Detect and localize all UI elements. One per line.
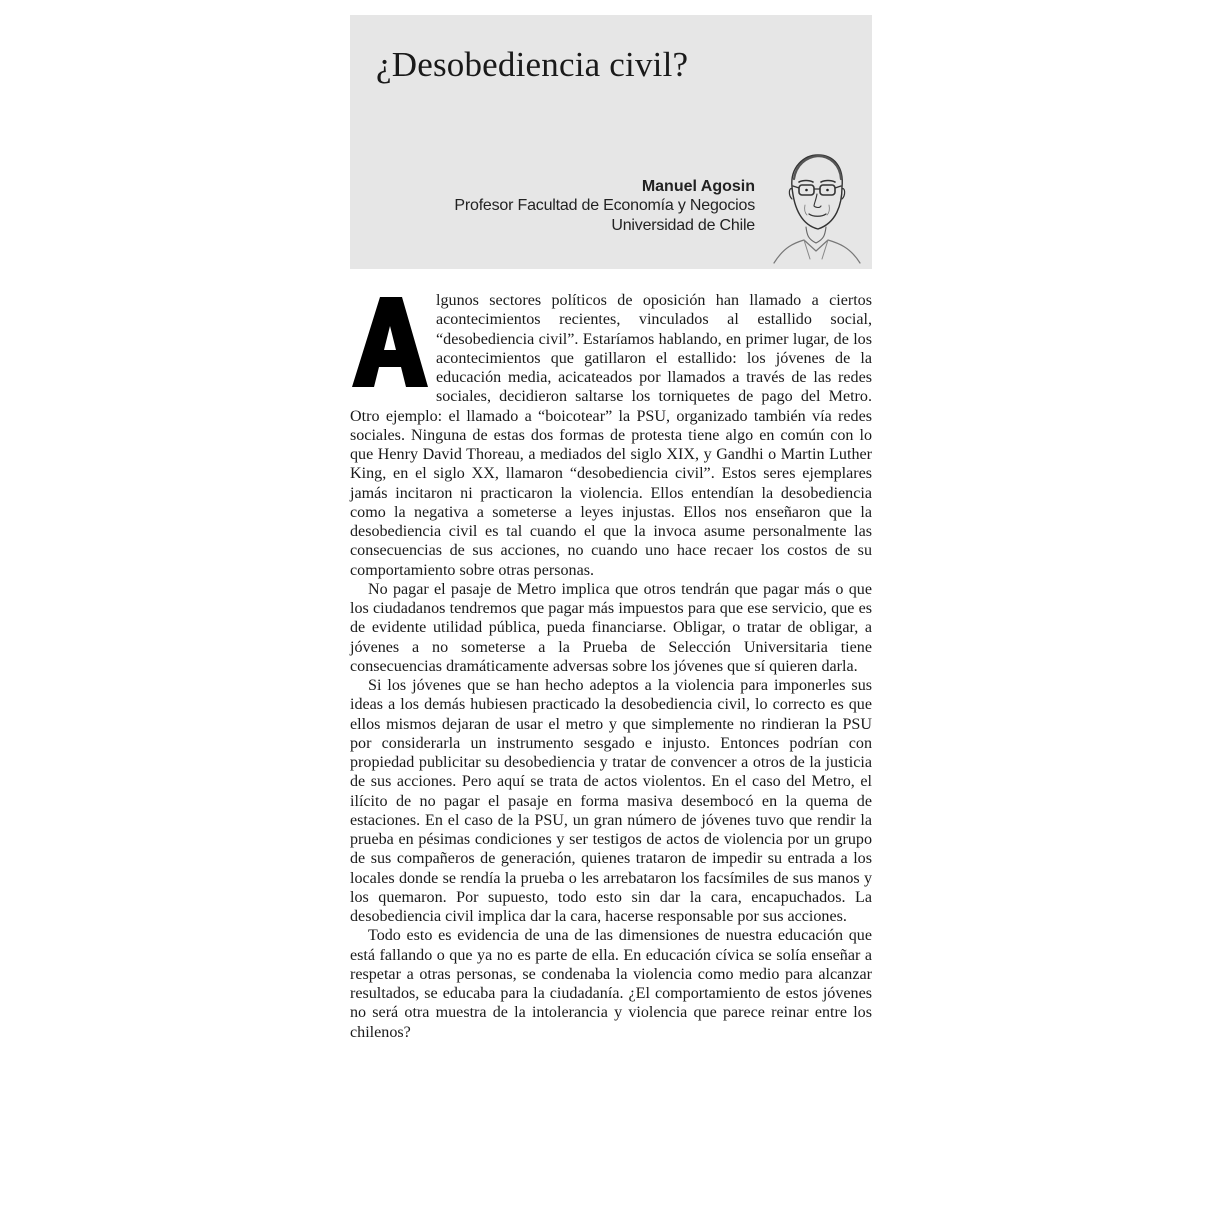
author-institution: Universidad de Chile xyxy=(611,217,755,234)
article-header xyxy=(350,15,872,269)
article-headline: ¿Desobediencia civil? xyxy=(376,45,689,84)
author-name: Manuel Agosin xyxy=(641,178,755,195)
paragraph-2: No pagar el pasaje de Metro implica que otros tendrán que pagar más o que los ciudadanos tendremos que pagar más impuestos para que ese servicio, que es de evidente utilidad pública, pueda financiarse. Obligar, o tratar de obligar, a jóvenes a no someterse a la Prueba de Selección Universitaria tiene consecuencias dramáticamente adversas sobre los jóvenes que sí quieren darla. xyxy=(350,580,872,675)
paragraph-3: Si los jóvenes que se han hecho adeptos a la violencia para imponerles sus ideas a los demás hubiesen practicado la desobediencia civil, lo correcto es que ellos mismos dejaran de usar el metro y que simplemente no rindieran la PSU por considerarla un instrumento sesgado e injusto. Entonces podrían con propiedad publicitar su desobediencia y tratar de convencer a otros de la justicia de sus acciones. Pero aquí se trata de actos violentos. En el caso del Metro, el ilícito de no pagar el pasaje en forma masiva desembocó en la quema de estaciones. En el caso de la PSU, un gran número de jóvenes tuvo que rendir la prueba en pésimas condiciones y ser testigos de actos de violencia por un grupo de sus compañeros de generación, quienes trataron de impedir su entrada a los locales donde se rendía la prueba o les arrebataron los facsímiles de sus manos y los quemaron. Por supuesto, todo esto sin dar la cara, encapuchados. La desobediencia civil implica dar la cara, hacerse responsable por sus acciones. xyxy=(350,677,872,925)
byline xyxy=(454,177,755,236)
opinion-article xyxy=(350,15,872,1042)
article-body xyxy=(350,291,872,1042)
drop-cap xyxy=(350,295,430,389)
paragraph-1-text: lgunos sectores políticos de oposición han llamado a ciertos acontecimientos recientes, vinculados al estallido social, “desobediencia civil”. Estaríamos hablando, en primer lugar, de los acontecimientos que gatillaron el estallido: los jóvenes de la educación media, acicateados por llamados a través de las redes sociales, decidieron saltarse los torniquetes de pago del Metro. Otro ejemplo: el llamado a “boicotear” la PSU, organizado también vía redes sociales. Ninguna de estas dos formas de protesta tiene algo en común con lo que Henry David Thoreau, a mediados del siglo XIX, y Gandhi o Martin Luther King, en el siglo XX, llamaron “desobediencia civil”. Estos seres ejemplares jamás incitaron ni practicaron la violencia. Ellos entendían la desobediencia como la negativa a someterse a leyes injustas. Ellos nos enseñaron que la desobediencia civil es tal cuando el que la invoca asume personalmente las consecuencias de sus acciones, no cuando uno hace recaer los costos de su comportamiento sobre otras personas. xyxy=(350,292,872,579)
paragraph-4: Todo esto es evidencia de una de las dimensiones de nuestra educación que está fallando o que ya no es parte de ella. En educación cívica se solía enseñar a respetar a otras personas, se condenaba la violencia como medio para alcanzar resultados, se educaba para la ciudadanía. ¿El comportamiento de estos jóvenes no será otra muestra de la intolerancia y violencia que parece reinar entre los chilenos? xyxy=(350,927,872,1041)
paragraph-1 xyxy=(350,291,872,580)
author-portrait xyxy=(770,147,862,265)
author-title: Profesor Facultad de Economía y Negocios xyxy=(454,197,755,214)
